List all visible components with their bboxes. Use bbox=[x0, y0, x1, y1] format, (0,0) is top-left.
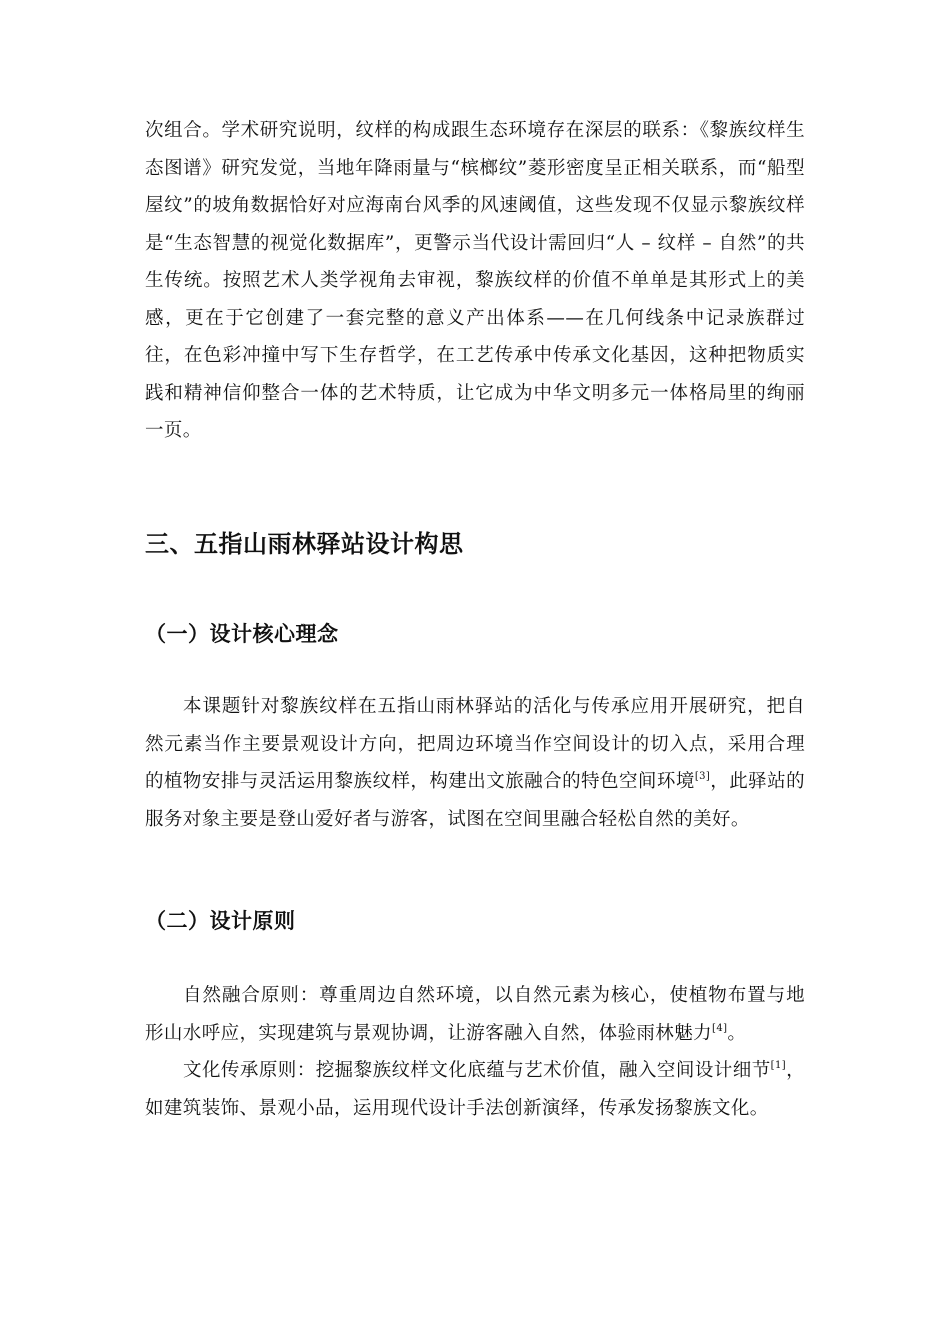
section-heading-3: 三、五指山雨林驿站设计构思 bbox=[145, 530, 464, 558]
paragraph-text: ，如建筑装饰、景观小品，运用现代设计手法创新演绎，传承发扬黎族文化。 bbox=[145, 1060, 806, 1119]
paragraph-text: 文化传承原则：挖掘黎族纹样文化底蕴与艺术价值，融入空间设计细节 bbox=[183, 1060, 771, 1081]
paragraph-text: 本课题针对黎族纹样在五指山雨林驿站的活化与传承应用开展研究，把自然元素当作主要景观设计方向，把周边环境当作空间设计的切入点，采用合理的植物安排与灵活运用黎族纹样，构建出文旅融合的特色空间环境 bbox=[145, 696, 805, 792]
citation-ref: [4] bbox=[712, 1022, 728, 1034]
citation-ref: [1] bbox=[770, 1060, 787, 1071]
paragraph-eco-patterns: 次组合。学术研究说明，纹样的构成跟生态环境存在深层的联系：《黎族纹样生态图谱》研究发觉，当地年降雨量与“槟榔纹”菱形密度呈正相关联系，而“船型屋纹”的坡角数据恰好对应海南台风季的风速阈值，这些发现不仅显示黎族纹样是“生态智慧的视觉化数据库”，更警示当代设计需回归“人 – 纹样 – 自然”的共生传统。按照艺术人类学视角去审视，黎族纹样的价值不单单是其形式上的美感，更在于它创建了一套完整的意义产出体系——在几何线条中记录族群过往，在色彩冲撞中写下生存哲学，在工艺传承中传承文化基因，这种把物质实践和精神信仰整合一体的艺术特质，让它成为中华文明多元一体格局里的绚丽一页。 bbox=[145, 120, 805, 441]
paragraph-text: 。 bbox=[727, 1022, 747, 1044]
citation-ref: [3] bbox=[694, 771, 711, 782]
paragraph-text: 自然融合原则：尊重周边自然环境，以自然元素为核心，使植物布置与地形山水呼应，实现建筑与景观协调，让游客融入自然，体验雨林魅力 bbox=[145, 985, 805, 1044]
subsection-heading-core-concept: （一）设计核心理念 bbox=[145, 622, 339, 646]
paragraph-principle-nature bbox=[145, 977, 805, 1052]
paragraph-text: ，此驿站的服务对象主要是登山爱好者与游客，试图在空间里融合轻松自然的美好。 bbox=[145, 771, 805, 830]
paragraph-core-concept bbox=[145, 688, 805, 838]
paragraph-principle-culture bbox=[145, 1052, 805, 1127]
subsection-heading-principles: （二）设计原则 bbox=[145, 909, 296, 933]
